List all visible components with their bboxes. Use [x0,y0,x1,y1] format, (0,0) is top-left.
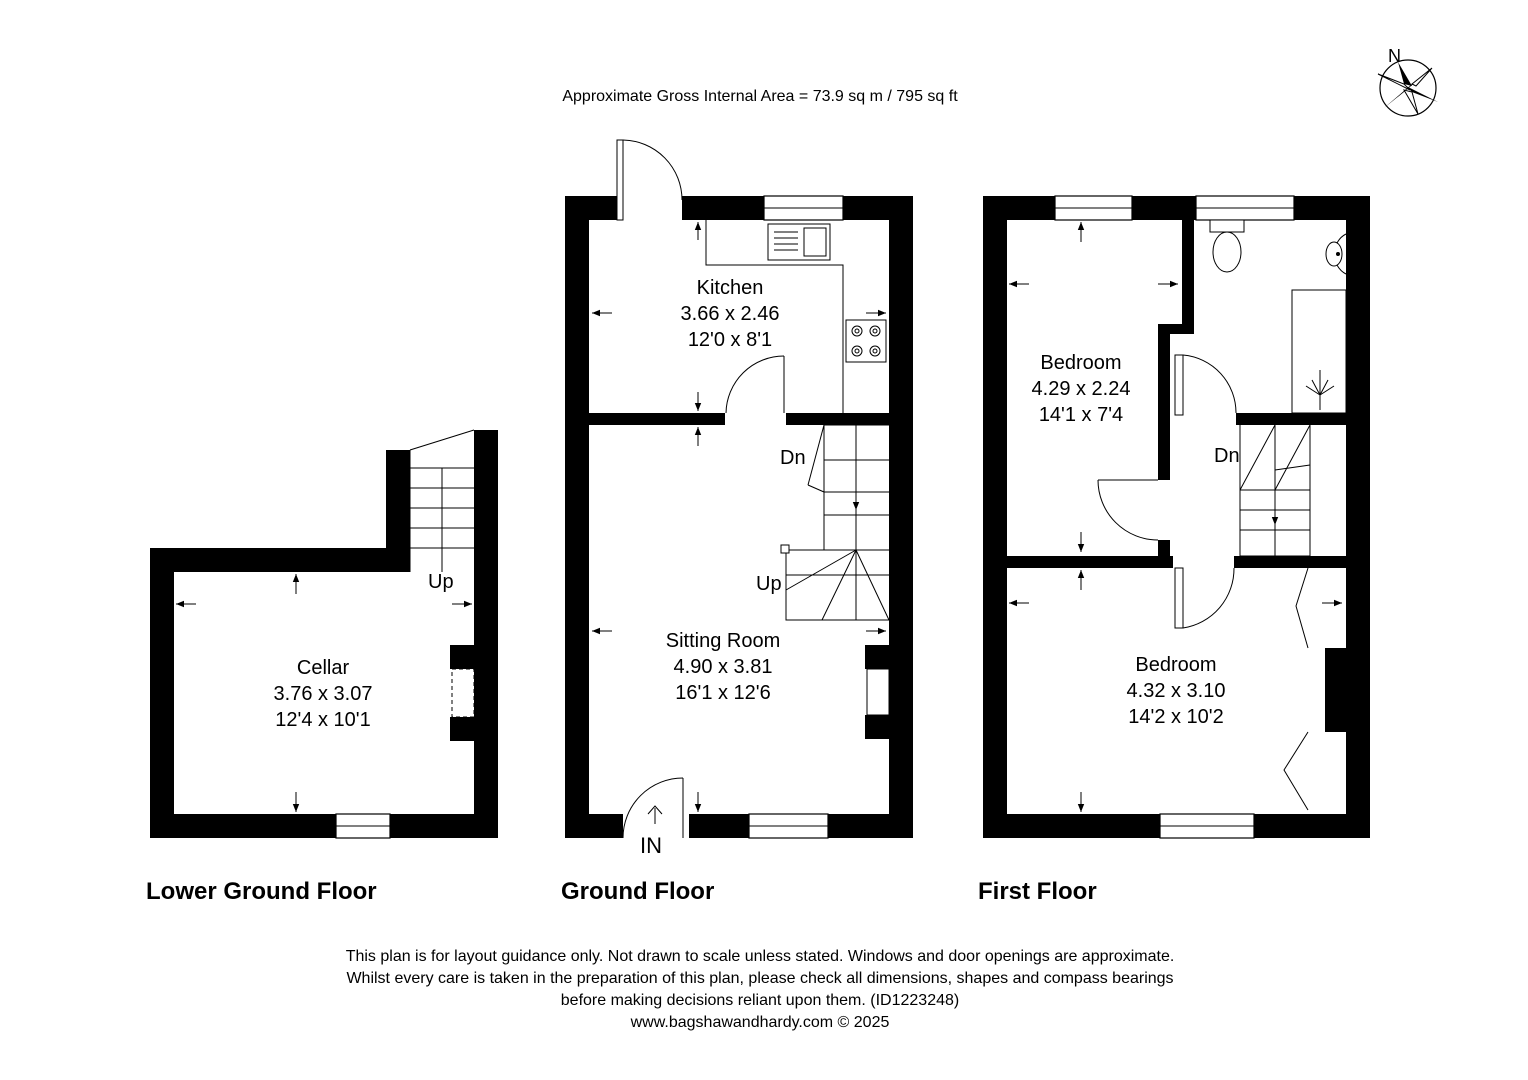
door-icon [726,356,784,413]
stairs-up-label: Up [428,571,454,593]
svg-text:Bedroom: Bedroom [1135,654,1217,676]
floor-title-first: First Floor [978,878,1097,905]
stairs-icon [410,430,474,572]
compass-north-label: N [1388,46,1401,66]
svg-text:3.76 x 3.07: 3.76 x 3.07 [273,683,373,705]
ground-floor-plan [565,140,913,858]
svg-text:Sitting Room: Sitting Room [665,630,781,652]
door-icon [1175,355,1236,415]
svg-text:4.29 x 2.24: 4.29 x 2.24 [1031,378,1131,400]
disclaimer-line: before making decisions reliant upon them. (ID1223248) [560,992,960,1009]
svg-text:4.32 x 3.10: 4.32 x 3.10 [1126,680,1226,702]
svg-text:4.90 x 3.81: 4.90 x 3.81 [673,656,773,678]
room-label-bedroom-front [1127,654,1226,728]
svg-text:14'2 x 10'2: 14'2 x 10'2 [1128,706,1224,728]
window-icon [764,196,843,220]
svg-text:Bedroom: Bedroom [1040,352,1122,374]
svg-text:3.66 x 2.46: 3.66 x 2.46 [680,303,780,325]
svg-text:16'1 x 12'6: 16'1 x 12'6 [675,682,771,704]
bath-icon [1292,290,1346,413]
svg-text:Cellar: Cellar [296,657,350,679]
svg-text:14'1 x 7'4: 14'1 x 7'4 [1038,404,1124,426]
door-icon [1175,568,1234,628]
entrance-label: IN [640,833,662,858]
room-label-cellar [274,657,373,731]
disclaimer [0,946,1520,1034]
window-icon [1196,196,1294,220]
stairs-up-label: Up [756,573,782,595]
compass-icon [1378,46,1438,116]
svg-text:12'0 x 8'1: 12'0 x 8'1 [687,329,773,351]
window-icon [1160,814,1254,838]
window-icon [749,814,828,838]
gross-internal-area: Approximate Gross Internal Area = 73.9 sq m / 795 sq ft [562,88,958,105]
wardrobe-door-icon [1284,568,1308,810]
first-floor-plan [983,196,1370,838]
room-label-sitting-room [666,630,781,704]
lower-ground-floor-plan [150,430,498,838]
window-icon [336,814,390,838]
toilet-icon [1210,220,1244,272]
svg-text:12'4 x 10'1: 12'4 x 10'1 [275,709,371,731]
front-door-icon [623,778,683,838]
window-icon [1055,196,1132,220]
floor-title-lower-ground: Lower Ground Floor [146,878,377,905]
room-label-kitchen [681,277,780,351]
stairs-icon [1240,425,1310,556]
door-icon [617,140,682,220]
stairs-down-label: Dn [1214,445,1240,467]
basin-icon [1326,234,1346,274]
disclaimer-line: Whilst every care is taken in the preparation of this plan, please check all dimensions, shapes and compass bearings [346,970,1174,987]
door-icon [1098,480,1158,540]
svg-text:Kitchen: Kitchen [696,277,764,299]
stairs-down-label: Dn [780,447,806,469]
floor-title-ground: Ground Floor [561,878,715,905]
disclaimer-line: This plan is for layout guidance only. Not drawn to scale unless stated. Windows and door openings are approximate. [345,948,1175,965]
room-label-bedroom-rear [1032,352,1131,426]
hob-icon [846,320,886,362]
website-copyright: www.bagshawandhardy.com © 2025 [630,1014,890,1031]
